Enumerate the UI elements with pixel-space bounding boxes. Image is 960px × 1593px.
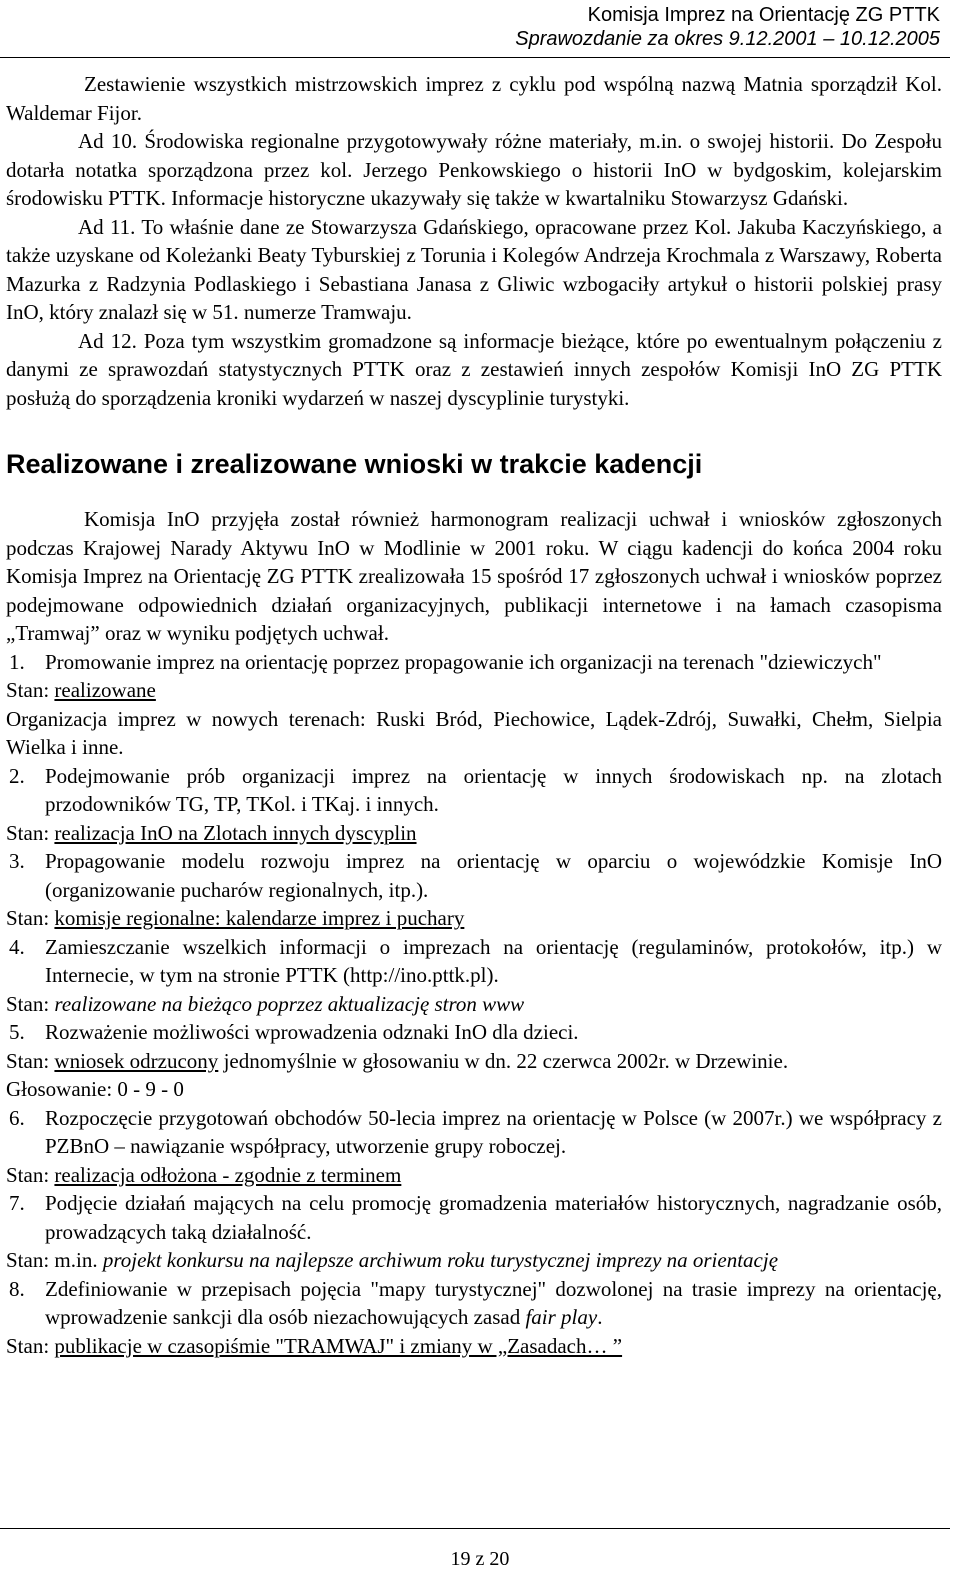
item-text: Podjęcie działań mających na celu promocję gromadzenia materiałów historycznych, nagradzanie osób, prowadzących taką działalność. xyxy=(45,1191,942,1244)
item-status xyxy=(6,1047,942,1076)
status-label: Stan: xyxy=(6,1248,55,1272)
header-organization: Komisja Imprez na Orientację ZG PTTK xyxy=(587,4,940,26)
item-status xyxy=(6,1332,942,1361)
status-value: publikacje w czasopiśmie "TRAMWAJ" i zmiany w „Zasadach… ” xyxy=(54,1333,623,1358)
list-item xyxy=(6,1018,942,1047)
list-item xyxy=(6,847,942,904)
item-number: 7. xyxy=(9,1191,25,1215)
status-prefix: m.in. xyxy=(54,1248,103,1272)
item-text xyxy=(45,1275,942,1332)
list-item xyxy=(6,1189,942,1246)
item-status xyxy=(6,1246,942,1275)
item-number: 6. xyxy=(9,1105,25,1130)
item-status xyxy=(6,990,942,1019)
paragraph-ad-12: Ad 12. Poza tym wszystkim gromadzone są informacje bieżące, które po ewentualnym połączeniu z danymi ze sprawozdań statystycznych PTTK oraz z zestawień innych zespołów Komisji InO ZG PTTK posłużą do sporządzenia kroniki wydarzeń w naszej dyscyplinie turystyki. xyxy=(6,328,942,410)
list-item xyxy=(6,1104,942,1161)
paragraph-ad-10: Ad 10. Środowiska regionalne przygotowywały różne materiały, m.in. o swojej historii. Do Zespołu dotarła notatka sporządzona przez kol. Jerzego Penkowskiego o historii InO w bydgoskim, kolejarskim środowisku PTTK. Informacje historyczne ukazywały się także w kwartalniku Stowarzysz Gdański. xyxy=(6,129,942,210)
item-extra: Organizacja imprez w nowych terenach: Ruski Bród, Piechowice, Lądek-Zdrój, Suwałki, Chełm, Sielpia Wielka i inne. xyxy=(6,706,942,759)
status-value: komisje regionalne: kalendarze imprez i puchary xyxy=(54,906,465,930)
paragraph-ad-11: Ad 11. To właśnie dane ze Stowarzysza Gdańskiego, opracowane przez Kol. Jakuba Kaczyńskiego, a także uzyskane od Koleżanki Beaty Tyburskiej z Torunia i Kolegów Andrzeja Krochmala z Warszawy, Roberta Mazurka z Radzynia Podlaskiego i Sebastiana Janasa z Gliwic wzbogaciły artykuł o historii polskiej prasy InO, który znalazł się w 51. numerze Tramwaju. xyxy=(6,214,942,324)
status-label: Stan: xyxy=(6,991,55,1016)
status-label: Stan: xyxy=(6,1162,55,1187)
status-label: Stan: xyxy=(6,1333,55,1358)
item-status xyxy=(6,1161,942,1190)
status-label: Stan: xyxy=(6,906,55,930)
item-number: 2. xyxy=(9,763,25,788)
item-text: Podejmowanie prób organizacji imprez na orientację w innych środowiskach np. na zlotach przodowników TG, TP, TKol. i TKaj. i innych. xyxy=(45,763,942,816)
paragraph-intro: Komisja InO przyjęła został również harmonogram realizacji uchwał i wniosków zgłoszonych podczas Krajowej Narady Aktywu InO w Modlinie w 2001 roku. W ciągu kadencji do końca 2004 roku Komisja Imprez na Orientację ZG PTTK zrealizowała 15 spośród 17 zgłoszonych uchwał i wniosków poprzez podejmowane odpowiednich działań organizacyjnych, publikacji internetowe i na łamach czasopisma „Tramwaj” oraz w wyniku podjętych uchwał. xyxy=(6,507,942,645)
item-number: 4. xyxy=(9,934,25,959)
item-status xyxy=(6,676,942,705)
status-value: projekt konkursu na najlepsze archiwum roku turystycznej imprezy na orientację xyxy=(102,1248,779,1272)
paragraph-matnia: Zestawienie wszystkich mistrzowskich imprez z cyklu pod wspólną nazwą Matnia sporządził Kol. Waldemar Fijor. xyxy=(6,72,942,125)
item-status xyxy=(6,819,942,848)
item-text: Rozważenie możliwości wprowadzenia odznaki InO dla dzieci. xyxy=(45,1020,579,1044)
item-text: Propagowanie modelu rozwoju imprez na orientację w oparciu o wojewódzkie Komisje InO (organizowanie pucharów regionalnych, itp.). xyxy=(45,849,942,902)
section-title: Realizowane i zrealizowane wnioski w trakcie kadencji xyxy=(6,449,703,479)
item-number: 3. xyxy=(9,849,25,873)
status-label: Stan: xyxy=(6,678,55,702)
item-text: Zamieszczanie wszelkich informacji o imprezach na orientację (regulaminów, protokołów, itp.) w Internecie, w tym na stronie PTTK (http://ino.pttk.pl). xyxy=(45,934,942,987)
status-value: realizacja odłożona - zgodnie z terminem xyxy=(54,1162,402,1187)
item-number: 8. xyxy=(9,1276,25,1301)
item-text-italic: fair play xyxy=(525,1305,598,1329)
status-detail: jednomyślnie w głosowaniu w dn. 22 czerwca 2002r. w Drzewinie. xyxy=(218,1048,789,1073)
item-extra: Głosowanie: 0 - 9 - 0 xyxy=(6,1077,184,1101)
list-item xyxy=(6,1275,942,1332)
list-item xyxy=(6,648,942,677)
item-text: Promowanie imprez na orientację poprzez propagowanie ich organizacji na terenach "dziewiczych" xyxy=(45,649,882,674)
item-status xyxy=(6,904,942,933)
list-item xyxy=(6,933,942,990)
status-value: realizowane na bieżąco poprzez aktualizację stron www xyxy=(54,991,525,1016)
header-rule xyxy=(0,57,950,58)
status-value: wniosek odrzucony xyxy=(54,1048,219,1073)
status-value: realizacja InO na Zlotach innych dyscyplin xyxy=(54,820,417,845)
list-item xyxy=(6,762,942,819)
item-text-part: Zdefiniowanie w przepisach pojęcia "mapy turystycznej" dozwolonej na trasie imprezy na orientację, wprowadzenie sankcji dla osób niezachowujących zasad xyxy=(45,1276,942,1329)
item-number: 1. xyxy=(9,649,25,674)
item-text-part: . xyxy=(597,1305,603,1329)
status-label: Stan: xyxy=(6,820,55,845)
status-label: Stan: xyxy=(6,1048,55,1073)
header-report-period: Sprawozdanie za okres 9.12.2001 – 10.12.2005 xyxy=(515,28,940,50)
footer-rule xyxy=(0,1528,950,1529)
page-content xyxy=(6,70,942,1360)
item-number: 5. xyxy=(9,1020,25,1044)
page-number: 19 z 20 xyxy=(450,1548,510,1570)
item-text: Rozpoczęcie przygotowań obchodów 50-lecia imprez na orientację w Polsce (w 2007r.) we współpracy z PZBnO – nawiązanie współpracy, utworzenie grupy roboczej. xyxy=(45,1105,942,1158)
status-value: realizowane xyxy=(54,678,156,702)
